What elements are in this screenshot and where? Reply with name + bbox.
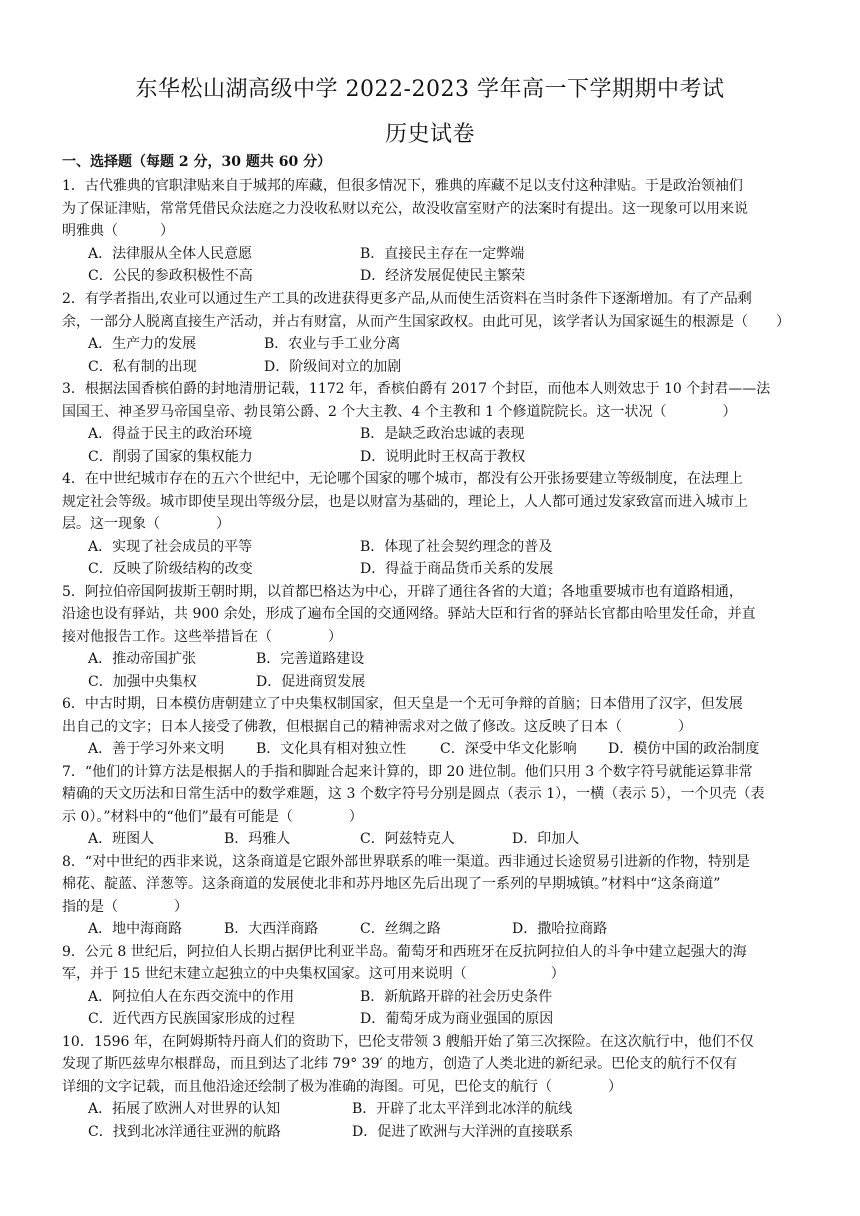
section-heading: 一、选择题（每题 2 分，30 题共 60 分）: [62, 154, 332, 170]
question-7-option-c[interactable]: C．阿兹特克人: [360, 831, 455, 847]
question-10-stem-line: 10．1596 年，在阿姆斯特丹商人们的资助下，巴伦支带领 3 艘船开始了第三次探险。在这次航行中，他们不仅: [62, 1034, 754, 1050]
question-2-option-b[interactable]: B．农业与手工业分离: [264, 336, 401, 352]
question-9-option-b[interactable]: B．新航路开辟的社会历史条件: [360, 989, 553, 1005]
question-1-stem-line: 1．古代雅典的官职津贴来自于城邦的库藏，但很多情况下，雅典的库藏不足以支付这种津贴。于是政治领袖们: [62, 178, 743, 194]
question-4-option-a[interactable]: A．实现了社会成员的平等: [88, 539, 253, 555]
question-5-option-b[interactable]: B．完善道路建设: [256, 651, 365, 667]
question-7-stem-line: 7．“他们的计算方法是根据人的手指和脚趾合起来计算的，即 20 进位制。他们只用 3 个数字符号就能运算非常: [62, 764, 753, 780]
question-8-option-b[interactable]: B．大西洋商路: [224, 921, 319, 937]
question-2-stem-line: 2．有学者指出,农业可以通过生产工具的改进获得更多产品,从而使生活资料在当时条件下逐渐增加。有了产品剩: [62, 291, 752, 307]
question-6-option-d[interactable]: D．模仿中国的政治制度: [608, 741, 760, 757]
question-1-stem-line: 明雅典（ ）: [62, 223, 174, 239]
question-9-option-a[interactable]: A．阿拉伯人在东西交流中的作用: [88, 989, 295, 1005]
question-8-option-c[interactable]: C．丝绸之路: [360, 921, 441, 937]
question-3-stem-line: 3．根据法国香槟伯爵的封地清册记载，1172 年，香槟伯爵有 2017 个封臣，而他本人则效忠于 10 个封君——法: [62, 381, 771, 397]
question-6-option-a[interactable]: A．善于学习外来文明: [88, 741, 225, 757]
question-1-option-b[interactable]: B．直接民主存在一定弊端: [360, 246, 525, 262]
question-10-option-a[interactable]: A．拓展了欧洲人对世界的认知: [88, 1101, 281, 1117]
question-4-stem-line: 层。这一现象（ ）: [62, 516, 230, 532]
question-4-stem-line: 4．在中世纪城市存在的五六个世纪中，无论哪个国家的哪个城市，都没有公开张扬要建立等级制度，在法理上: [62, 471, 743, 487]
question-1-stem-line: 为了保证津贴，常常凭借民众法庭之力没收私财以充公，故没收富室财产的法案时有提出。这一现象可以用来说: [62, 201, 748, 217]
question-5-stem-line: 沿途也设有驿站，共 900 余处，形成了遍布全国的交通网络。驿站大臣和行省的驿站长官都由哈里发任命，并直: [62, 606, 756, 622]
question-8-option-d[interactable]: D．撒哈拉商路: [512, 921, 608, 937]
question-10-stem-line: 发现了斯匹兹卑尔根群岛，而且到达了北纬 79° 39′ 的地方，创造了人类北进的新纪录。巴伦支的航行不仅有: [62, 1056, 738, 1072]
question-5-option-a[interactable]: A．推动帝国扩张: [88, 651, 197, 667]
question-10-option-d[interactable]: D．促进了欧洲与大洋洲的直接联系: [352, 1124, 574, 1140]
question-8-stem-line: 指的是（ ）: [62, 899, 188, 915]
question-3-option-c[interactable]: C．削弱了国家的集权能力: [88, 449, 253, 465]
question-7-stem-line: 示 0）。”材料中的“他们”最有可能是（ ）: [62, 809, 363, 825]
question-8-stem-line: 棉花、靛蓝、洋葱等。这条商道的发展使北非和苏丹地区先后出现了一系列的早期城镇。”材料中“这条商道”: [62, 876, 721, 892]
question-10-stem-line: 详细的文字记载，而且他沿途还绘制了极为准确的海图。可见，巴伦支的航行（ ）: [62, 1079, 622, 1095]
question-6-option-c[interactable]: C．深受中华文化影响: [440, 741, 577, 757]
question-8-stem-line: 8．“对中世纪的西非来说，这条商道是它跟外部世界联系的唯一渠道。西非通过长途贸易引进新的作物，特别是: [62, 854, 751, 870]
question-4-option-c[interactable]: C．反映了阶级结构的改变: [88, 561, 253, 577]
question-5-option-c[interactable]: C．加强中央集权: [88, 674, 197, 690]
question-5-stem-line: 5．阿拉伯帝国阿拔斯王朝时期，以首都巴格达为中心，开辟了通往各省的大道；各地重要城市也有道路相通，: [62, 584, 743, 600]
question-10-option-b[interactable]: B．开辟了北太平洋到北冰洋的航线: [352, 1101, 573, 1117]
question-3-option-a[interactable]: A．得益于民主的政治环境: [88, 426, 253, 442]
question-9-option-d[interactable]: D．葡萄牙成为商业强国的原因: [360, 1011, 554, 1027]
question-7-stem-line: 精确的天文历法和日常生活中的数学难题，这 3 个数字符号分别是圆点（表示 1），一横（表示 5），一个贝壳（表: [62, 786, 765, 802]
question-4-option-d[interactable]: D．得益于商品货币关系的发展: [360, 561, 554, 577]
question-6-stem-line: 出自己的文字；日本人接受了佛教，但根据自己的精神需求对之做了修改。这反映了日本（ ）: [62, 719, 692, 735]
exam-subtitle: 历史试卷: [384, 122, 475, 147]
question-5-option-d[interactable]: D．促进商贸发展: [256, 674, 366, 690]
question-6-stem-line: 6．中古时期，日本模仿唐朝建立了中央集权制国家，但天皇是一个无可争辩的首脑；日本借用了汉字，但发展: [62, 696, 743, 712]
question-1-option-a[interactable]: A．法律服从全体人民意愿: [88, 246, 253, 262]
question-9-stem-line: 军，并于 15 世纪末建立起独立的中央集权国家。这可用来说明（ ）: [62, 966, 565, 982]
question-1-option-c[interactable]: C．公民的参政积极性不高: [88, 268, 253, 284]
question-2-option-c[interactable]: C．私有制的出现: [88, 359, 197, 375]
question-7-option-a[interactable]: A．班图人: [88, 831, 155, 847]
question-9-option-c[interactable]: C．近代西方民族国家形成的过程: [88, 1011, 295, 1027]
question-3-stem-line: 国国王、神圣罗马帝国皇帝、勃艮第公爵、2 个大主教、4 个主教和 1 个修道院院长。这一状况（ ）: [62, 404, 737, 420]
question-2-stem-line: 余，一部分人脱离直接生产活动，并占有财富，从而产生国家政权。由此可见，该学者认为国家诞生的根源是（ ）: [62, 314, 790, 330]
question-10-option-c[interactable]: C．找到北冰洋通往亚洲的航路: [88, 1124, 281, 1140]
question-2-option-d[interactable]: D．阶级间对立的加剧: [264, 359, 402, 375]
question-6-option-b[interactable]: B．文化具有相对独立性: [256, 741, 407, 757]
question-5-stem-line: 接对他报告工作。这些举措旨在（ ）: [62, 629, 342, 645]
question-2-option-a[interactable]: A．生产力的发展: [88, 336, 197, 352]
question-7-option-d[interactable]: D．印加人: [512, 831, 580, 847]
question-9-stem-line: 9．公元 8 世纪后，阿拉伯人长期占据伊比利亚半岛。葡萄牙和西班牙在反抗阿拉伯人的斗争中建立起强大的海: [62, 944, 747, 960]
question-4-option-b[interactable]: B．体现了社会契约理念的普及: [360, 539, 553, 555]
question-7-option-b[interactable]: B．玛雅人: [224, 831, 291, 847]
question-3-option-b[interactable]: B．是缺乏政治忠诚的表现: [360, 426, 525, 442]
question-8-option-a[interactable]: A．地中海商路: [88, 921, 183, 937]
question-3-option-d[interactable]: D．说明此时王权高于教权: [360, 449, 526, 465]
question-4-stem-line: 规定社会等级。城市即使呈现出等级分层，也是以财富为基础的，理论上，人人都可通过发家致富而进入城市上: [62, 494, 748, 510]
question-1-option-d[interactable]: D．经济发展促使民主繁荣: [360, 268, 526, 284]
exam-title: 东华松山湖高级中学 2022-2023 学年高一下学期期中考试: [135, 77, 725, 102]
